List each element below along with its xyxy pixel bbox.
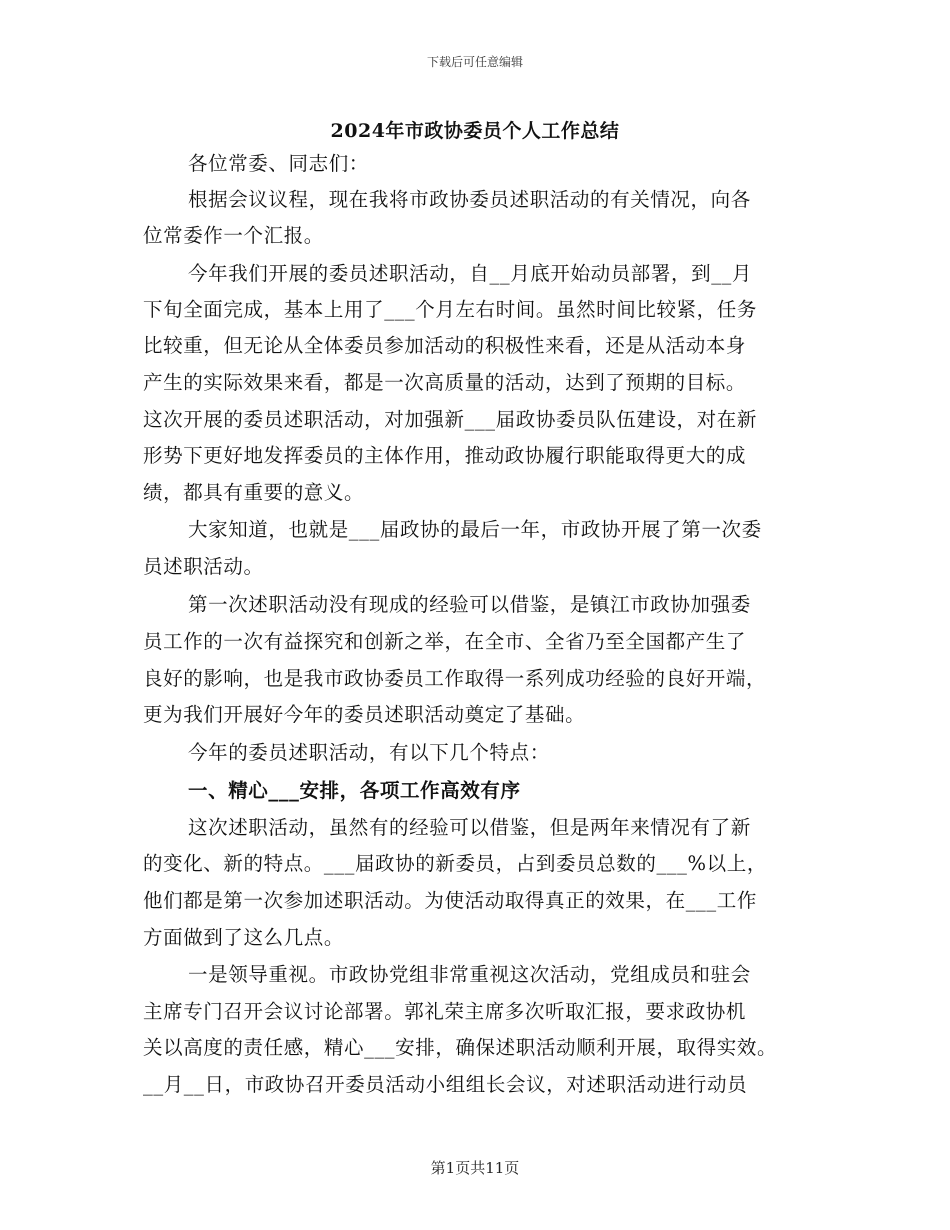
paragraph-line: 大家知道，也就是___届政协的最后一年，市政协开展了第一次委 <box>188 518 762 541</box>
paragraph-line: 的变化、新的特点。___届政协的新委员，占到委员总数的___%以上， <box>143 852 767 875</box>
paragraph-line: 第一次述职活动没有现成的经验可以借鉴，是镇江市政协加强委 <box>188 593 751 616</box>
paragraph-line: 主席专门召开会议讨论部署。郭礼荣主席多次听取汇报，要求政协机 <box>143 1000 747 1023</box>
paragraph-line: __月__日，市政协召开委员活动小组组长会议，对述职活动进行动员 <box>143 1073 748 1096</box>
paragraph-line: 员述职活动。 <box>143 555 264 578</box>
paragraph-line: 一是领导重视。市政协党组非常重视这次活动，党组成员和驻会 <box>188 963 751 986</box>
paragraph-line: 方面做到了这么几点。 <box>143 926 345 949</box>
paragraph-line: 员工作的一次有益探究和创新之举，在全市、全省乃至全国都产生了 <box>143 630 747 653</box>
page-number: 第1页共11页 <box>430 1159 520 1177</box>
paragraph-line: 这次开展的委员述职活动，对加强新___届政协委员队伍建设，对在新 <box>143 408 757 431</box>
paragraph-line: 形势下更好地发挥委员的主体作用，推动政协履行职能取得更大的成 <box>143 444 747 467</box>
paragraph-line: 绩，都具有重要的意义。 <box>143 481 365 504</box>
paragraph-line: 更为我们开展好今年的委员述职活动奠定了基础。 <box>143 703 586 726</box>
paragraph-line: 根据会议议程，现在我将市政协委员述职活动的有关情况，向各 <box>188 188 751 211</box>
document-title: 2024年市政协委员个人工作总结 <box>330 120 620 142</box>
paragraph-line: 他们都是第一次参加述职活动。为使活动取得真正的效果，在___工作 <box>143 889 757 912</box>
paragraph-line: 关以高度的责任感，精心___安排，确保述职活动顺利开展，取得实效。 <box>143 1036 778 1059</box>
paragraph-line: 产生的实际效果来看，都是一次高质量的活动，达到了预期的目标。 <box>143 371 747 394</box>
paragraph-line: 这次述职活动，虽然有的经验可以借鉴，但是两年来情况有了新 <box>188 816 751 839</box>
paragraph-line: 今年的委员述职活动，有以下几个特点： <box>188 741 550 764</box>
paragraph-line: 下旬全面完成，基本上用了___个月左右时间。虽然时间比较紧，任务 <box>143 298 757 321</box>
paragraph-line: 位常委作一个汇报。 <box>143 224 324 247</box>
paragraph-line: 良好的影响，也是我市政协委员工作取得一系列成功经验的良好开端， <box>143 667 767 690</box>
paragraph-line: 今年我们开展的委员述职活动，自__月底开始动员部署，到__月 <box>188 262 753 285</box>
header-note: 下载后可任意编辑 <box>426 55 523 69</box>
paragraph-line: 比较重，但无论从全体委员参加活动的积极性来看，还是从活动本身 <box>143 334 747 357</box>
paragraph-line: 各位常委、同志们： <box>188 152 369 175</box>
section-heading: 一、精心___安排，各项工作高效有序 <box>188 779 521 802</box>
